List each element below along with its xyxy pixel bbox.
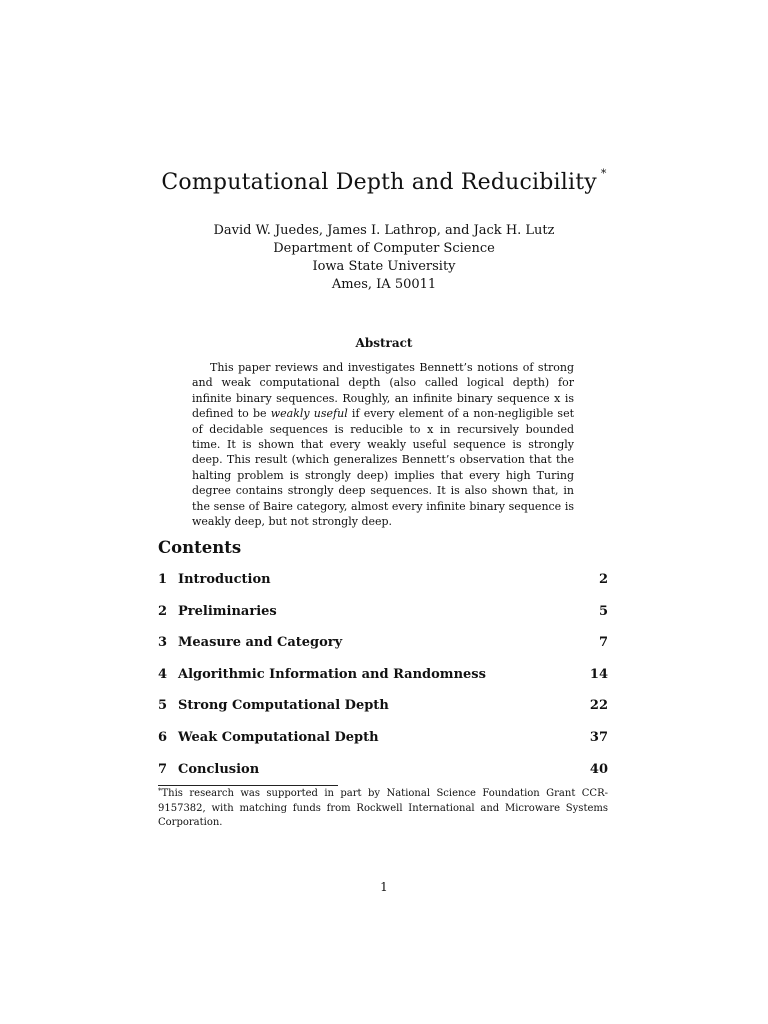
toc-title: Strong Computational Depth — [178, 698, 389, 714]
author-department: Department of Computer Science — [273, 241, 495, 256]
toc-page: 37 — [589, 729, 608, 745]
toc-row[interactable] — [158, 698, 608, 730]
contents-heading: Contents — [158, 538, 242, 557]
toc-row[interactable] — [158, 572, 608, 604]
toc-page: 2 — [598, 572, 608, 587]
toc-number: 3 — [158, 635, 168, 651]
toc-number: 7 — [158, 761, 168, 777]
author-block — [0, 222, 768, 294]
author-names: David W. Juedes, James I. Lathrop, and Jack H. Lutz — [213, 223, 555, 238]
footnote — [158, 787, 608, 831]
toc-number: 2 — [158, 603, 168, 619]
footnote-text: This research was supported in part by National Science Foundation Grant CCR-9157382, with matching funds from Rockwell International and Microware Systems Corporation. — [158, 788, 608, 829]
toc-title: Preliminaries — [178, 603, 277, 619]
toc-row[interactable] — [158, 604, 608, 636]
abstract-text-end: if every element of a non-negligible set of decidable sequences is reducible to x in recursively bounded time. It is shown that every weakly useful sequence is strongly deep. This result (which generalizes Bennett’s observation that the halting problem is strongly deep) implies that every high Turing degree contains strongly deep sequences. It is also shown that, in the sense of Baire category, almost every infinite binary sequence is weakly deep, but not strongly deep. — [192, 407, 575, 529]
toc-number: 1 — [158, 572, 168, 587]
footnote-divider — [158, 785, 338, 786]
toc-page: 14 — [589, 666, 608, 682]
abstract-text-italic: weakly useful — [270, 407, 348, 421]
toc-number: 6 — [158, 729, 168, 745]
table-of-contents — [158, 572, 608, 793]
author-location: Ames, IA 50011 — [331, 277, 437, 292]
paper-title — [0, 166, 768, 195]
abstract-paragraph — [192, 360, 574, 529]
abstract-text-start: This paper reviews and investigates Bennett’s notions of strong and weak computational depth (also called logical depth) for infinite binary sequences. Roughly, an infinite binary sequence x is defined to be — [192, 361, 574, 421]
toc-title: Measure and Category — [178, 635, 343, 651]
toc-title: Conclusion — [178, 761, 260, 777]
page-number: 1 — [380, 880, 388, 894]
toc-number: 4 — [158, 666, 168, 682]
toc-title: Introduction — [178, 572, 271, 587]
toc-page: 22 — [589, 698, 608, 714]
paper-title-text: Computational Depth and Reducibility — [161, 170, 597, 195]
toc-title: Weak Computational Depth — [178, 729, 379, 745]
toc-number: 5 — [158, 698, 168, 714]
abstract-heading: Abstract — [355, 336, 413, 350]
toc-row[interactable] — [158, 635, 608, 667]
toc-page: 40 — [589, 761, 608, 777]
toc-title: Algorithmic Information and Randomness — [178, 666, 486, 682]
toc-page: 5 — [598, 603, 608, 619]
title-footnote-mark: * — [600, 166, 607, 180]
footnote-mark: * — [158, 787, 162, 795]
toc-row[interactable] — [158, 667, 608, 699]
toc-row[interactable] — [158, 730, 608, 762]
abstract-body — [192, 360, 574, 529]
author-university: Iowa State University — [312, 259, 456, 274]
toc-page: 7 — [598, 635, 608, 651]
